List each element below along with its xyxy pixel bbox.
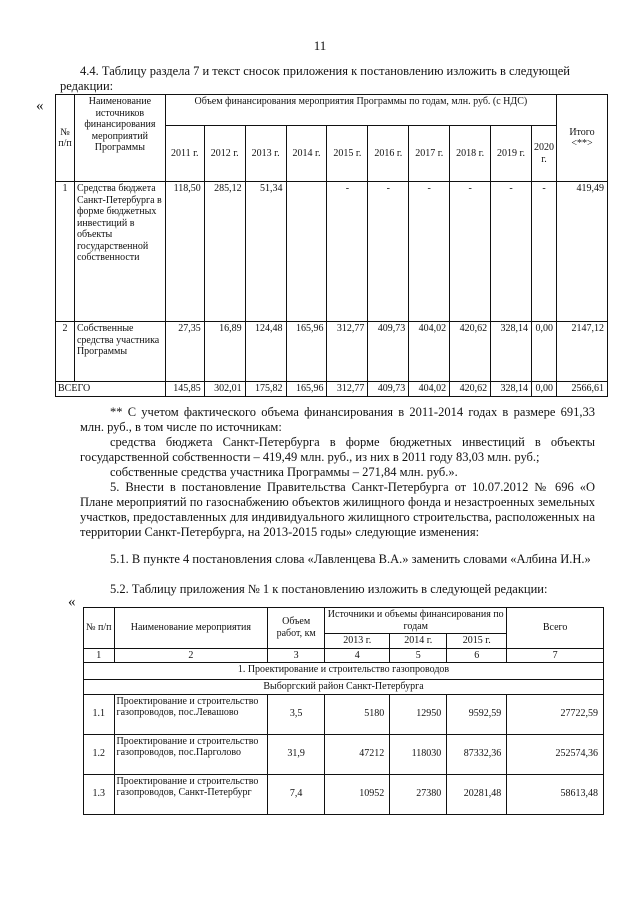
row-value: 328,14 — [491, 322, 532, 382]
header-num: № п/п — [84, 608, 115, 649]
row-total: 58613,48 — [507, 774, 604, 814]
row-source-name: Собственные средства участника Программы — [74, 322, 165, 382]
row-value: 409,73 — [368, 322, 409, 382]
row-value: 285,12 — [204, 182, 245, 322]
total-value: 0,00 — [531, 382, 556, 397]
row-2015: 9592,59 — [447, 694, 507, 734]
header-total: Итого <**> — [556, 95, 607, 182]
row-value — [286, 182, 327, 322]
opening-quote: « — [36, 98, 44, 114]
row-2014: 12950 — [390, 694, 447, 734]
item-5-2: 5.2. Таблицу приложения № 1 к постановлению изложить в следующей редакции: — [110, 582, 548, 596]
row-total: 2147,12 — [556, 322, 607, 382]
header-year: 2014 г. — [286, 126, 327, 182]
header-financing-group: Источники и объемы финансирования по годам — [325, 608, 507, 634]
header-year: 2016 г. — [368, 126, 409, 182]
row-2013: 47212 — [325, 734, 390, 774]
intro-paragraph: 4.4. Таблицу раздела 7 и текст сносок приложения к постановлению изложить в следующей редакции: — [60, 64, 570, 93]
row-volume: 7,4 — [268, 774, 325, 814]
row-num: 1.3 — [84, 774, 115, 814]
col-number: 2 — [114, 648, 268, 663]
row-value: 27,35 — [165, 322, 204, 382]
table-total-row — [56, 382, 608, 397]
header-year: 2015 г. — [327, 126, 368, 182]
row-value: - — [368, 182, 409, 322]
row-volume: 3,5 — [268, 694, 325, 734]
item-5-1: 5.1. В пункте 4 постановления слова «Лавленцева В.А.» заменить словами «Албина И.Н.» — [110, 552, 591, 566]
total-value: 404,02 — [409, 382, 450, 397]
row-value: - — [450, 182, 491, 322]
header-year: 2015 г. — [447, 634, 507, 649]
header-year: 2013 г. — [245, 126, 286, 182]
section-heading: 1. Проектирование и строительство газопроводов — [84, 663, 604, 680]
footnote-3: собственные средства участника Программы – 271,84 млн. руб.». — [110, 465, 458, 479]
header-source-name: Наименование источников финансирования мероприятий Программы — [74, 95, 165, 182]
grand-total: 2566,61 — [556, 382, 607, 397]
page-number: 11 — [313, 38, 327, 53]
header-year: 2014 г. — [390, 634, 447, 649]
row-total: 252574,36 — [507, 734, 604, 774]
row-event-name: Проектирование и строительство газопроводов, Санкт-Петербург — [114, 774, 268, 814]
header-year: 2012 г. — [204, 126, 245, 182]
row-num: 1.2 — [84, 734, 115, 774]
header-financing-group: Объем финансирования мероприятия Программы по годам, млн. руб. (с НДС) — [165, 95, 556, 126]
row-value: 404,02 — [409, 322, 450, 382]
district-heading: Выборгский район Санкт-Петербурга — [84, 680, 604, 695]
header-total: Всего — [507, 608, 604, 649]
total-value: 420,62 — [450, 382, 491, 397]
row-num: 1.1 — [84, 694, 115, 734]
table-row — [56, 182, 608, 322]
col-number: 5 — [390, 648, 447, 663]
row-num: 2 — [56, 322, 75, 382]
total-label: ВСЕГО — [56, 382, 166, 397]
row-value: 420,62 — [450, 322, 491, 382]
header-year: 2011 г. — [165, 126, 204, 182]
row-value: 0,00 — [531, 322, 556, 382]
row-2015: 87332,36 — [447, 734, 507, 774]
row-event-name: Проектирование и строительство газопроводов, пос.Парголово — [114, 734, 268, 774]
row-value: 124,48 — [245, 322, 286, 382]
header-year: 2018 г. — [450, 126, 491, 182]
total-value: 409,73 — [368, 382, 409, 397]
row-2014: 27380 — [390, 774, 447, 814]
row-value: 118,50 — [165, 182, 204, 322]
row-2014: 118030 — [390, 734, 447, 774]
table-row — [56, 322, 608, 382]
col-number: 6 — [447, 648, 507, 663]
row-value: 312,77 — [327, 322, 368, 382]
row-2013: 10952 — [325, 774, 390, 814]
row-value: - — [409, 182, 450, 322]
total-value: 165,96 — [286, 382, 327, 397]
total-value: 145,85 — [165, 382, 204, 397]
row-value: 16,89 — [204, 322, 245, 382]
col-number: 3 — [268, 648, 325, 663]
total-value: 175,82 — [245, 382, 286, 397]
col-number: 4 — [325, 648, 390, 663]
table-row — [84, 774, 604, 814]
row-source-name: Средства бюджета Санкт-Петербурга в форме бюджетных инвестиций в объекты государственной собственности — [74, 182, 165, 322]
row-total: 27722,59 — [507, 694, 604, 734]
header-year: 2013 г. — [325, 634, 390, 649]
header-num: № п/п — [56, 95, 75, 182]
footnote-2: средства бюджета Санкт-Петербурга в форме бюджетных инвестиций в объекты государственной собственности – 419,49 млн. руб., из них в 2011 году 83,03 млн. руб.; — [80, 435, 595, 464]
header-year: 2020 г. — [531, 126, 556, 182]
header-event-name: Наименование мероприятия — [114, 608, 268, 649]
total-value: 328,14 — [491, 382, 532, 397]
col-number: 7 — [507, 648, 604, 663]
row-event-name: Проектирование и строительство газопроводов, пос.Левашово — [114, 694, 268, 734]
header-volume: Объем работ, км — [268, 608, 325, 649]
row-num: 1 — [56, 182, 75, 322]
opening-quote-2: « — [68, 594, 76, 610]
column-numbers-row — [84, 648, 604, 663]
col-number: 1 — [84, 648, 115, 663]
table-row — [84, 734, 604, 774]
header-year: 2019 г. — [491, 126, 532, 182]
row-value: 51,34 — [245, 182, 286, 322]
header-year: 2017 г. — [409, 126, 450, 182]
row-volume: 31,9 — [268, 734, 325, 774]
financing-table — [55, 94, 608, 397]
item-5: 5. Внести в постановление Правительства Санкт-Петербурга от 10.07.2012 № 696 «О Плане мероприятий по газоснабжению объектов жилищного фонда и незастроенных земельных участков, предоставленных для индивидуального жилищного строительства, расположенных на территории Санкт-Петербурга, на 2013-2015 годы» следующие изменения: — [80, 480, 595, 539]
row-2015: 20281,48 — [447, 774, 507, 814]
total-value: 302,01 — [204, 382, 245, 397]
row-value: - — [491, 182, 532, 322]
row-2013: 5180 — [325, 694, 390, 734]
table-row — [84, 694, 604, 734]
footnote-1: ** С учетом фактического объема финансирования в 2011-2014 годах в размере 691,33 млн. руб., в том числе по источникам: — [80, 405, 595, 434]
row-value: - — [531, 182, 556, 322]
row-value: 165,96 — [286, 322, 327, 382]
row-value: - — [327, 182, 368, 322]
gas-pipeline-table — [83, 607, 604, 815]
row-total: 419,49 — [556, 182, 607, 322]
total-value: 312,77 — [327, 382, 368, 397]
